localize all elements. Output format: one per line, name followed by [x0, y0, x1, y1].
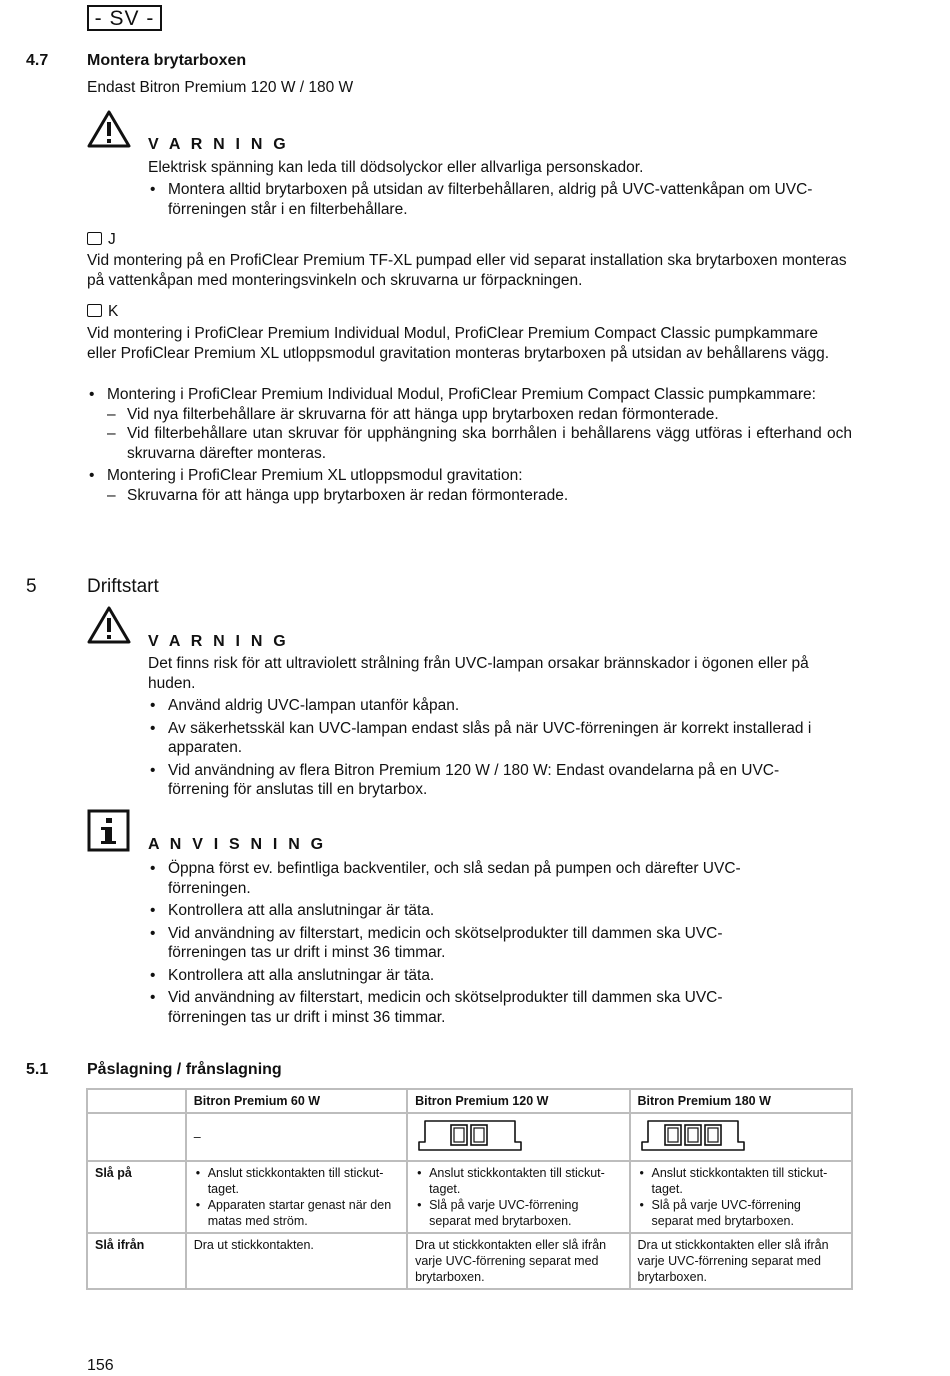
section-title: Driftstart — [87, 576, 159, 597]
table-cell — [630, 1113, 852, 1161]
list-item: • Montering i ProfiClear Premium XL utloppsmodul gravitation: – Skruvarna för att hänga upp brytarboxen är redan förmonterade. — [87, 466, 852, 505]
figure-icon — [87, 232, 102, 245]
table-header: Bitron Premium 180 W — [630, 1089, 852, 1113]
list-item: • Kontrollera att alla anslutningar är täta. — [148, 966, 788, 986]
figure-ref-k: K — [87, 302, 118, 322]
table-cell: • Anslut stickkontakten till stickuttaget. • Slå på varje UVC-förrening separat med brytarboxen. — [630, 1161, 852, 1233]
table-row — [87, 1233, 852, 1289]
figure-icon — [87, 304, 102, 317]
list-item: – Skruvarna för att hänga upp brytarboxen är redan förmonterade. — [107, 486, 852, 506]
table-cell: – — [186, 1113, 407, 1161]
table-row — [87, 1113, 852, 1161]
warning-heading: V A R N I N G — [148, 136, 289, 153]
section-number: 4.7 — [26, 52, 49, 69]
list-item: • Vid användning av filterstart, medicin och skötselprodukter till dammen ska UVC-förreningen tas ur drift i minst 36 timmar. — [148, 988, 788, 1027]
section-title: Påslagning / frånslagning — [87, 1061, 282, 1078]
table-row-label: Slå på — [87, 1161, 186, 1233]
note-heading: A N V I S N I N G — [148, 836, 327, 853]
list-item: • Vid användning av filterstart, medicin och skötselprodukter till dammen ska UVC-förreningen tas ur drift i minst 36 timmar. — [148, 924, 788, 963]
warning-list — [148, 696, 838, 800]
mount-list — [87, 385, 852, 505]
table-header: Bitron Premium 60 W — [186, 1089, 407, 1113]
warning-heading: V A R N I N G — [148, 633, 289, 650]
warning-list — [148, 180, 838, 219]
section-number: 5 — [26, 576, 37, 597]
language-tag: - SV - — [87, 5, 162, 31]
switchbox-2-icon — [415, 1117, 525, 1153]
section-number: 5.1 — [26, 1061, 49, 1078]
list-item: • Av säkerhetsskäl kan UVC-lampan endast slås på när UVC-förreningen är korrekt installerad i apparaten. — [148, 719, 838, 758]
list-item: • Vid användning av flera Bitron Premium 120 W / 180 W: Endast ovandelarna på en UVC-förrening för anslutas till en brytarbox. — [148, 761, 838, 800]
list-item: – Vid nya filterbehållare är skruvarna för att hänga upp brytarboxen redan förmonterade. — [107, 405, 852, 425]
section-subtitle: Endast Bitron Premium 120 W / 180 W — [87, 79, 354, 96]
paragraph: Vid montering i ProfiClear Premium Individual Modul, ProfiClear Premium Compact Classic pumpkammare eller ProfiClear Premium XL utloppsmodul gravitation monteras brytarboxen på utsidan av behållarens vägg. — [87, 325, 830, 362]
warning-icon — [87, 605, 131, 645]
table-header: Bitron Premium 120 W — [407, 1089, 629, 1113]
warning-icon — [87, 109, 131, 149]
table-cell — [87, 1113, 186, 1161]
table-row — [87, 1089, 852, 1113]
section-title: Montera brytarboxen — [87, 52, 247, 69]
table-cell — [407, 1113, 629, 1161]
table-cell: Dra ut stickkontakten eller slå ifrån varje UVC-förrening separat med brytarboxen. — [407, 1233, 629, 1289]
table-row — [87, 1161, 852, 1233]
warning-text: Elektrisk spänning kan leda till dödsolyckor eller allvarliga personskador. — [148, 159, 644, 176]
switch-table — [86, 1088, 853, 1290]
table-cell — [87, 1089, 186, 1113]
switchbox-3-icon — [638, 1117, 748, 1153]
list-item: • Använd aldrig UVC-lampan utanför kåpan. — [148, 696, 838, 716]
warning-text: Det finns risk för att ultraviolett strålning från UVC-lampan orsakar brännskador i ögonen eller på huden. — [148, 655, 809, 692]
list-item: • Montera alltid brytarboxen på utsidan av filterbehållaren, aldrig på UVC-vattenkåpan om UVC-förreningen står i en filterbehållare. — [148, 180, 838, 219]
table-cell: Dra ut stickkontakten eller slå ifrån varje UVC-förrening separat med brytarboxen. — [630, 1233, 852, 1289]
page-number: 156 — [87, 1357, 114, 1374]
list-item: • Montering i ProfiClear Premium Individual Modul, ProfiClear Premium Compact Classic pumpkammare: – Vid nya filterbehållare är skruvarna för att hänga upp brytarboxen redan förmonterade. – Vid filterbehållare utan skruvar för upphängning ska borrhålen i behållarens vägg utföras i efterhand och skruvarna därefter monteras. — [87, 385, 852, 463]
list-item: – Vid filterbehållare utan skruvar för upphängning ska borrhålen i behållarens vägg utföras i efterhand och skruvarna därefter monteras. — [107, 424, 852, 463]
table-cell: Dra ut stickkontakten. — [186, 1233, 407, 1289]
note-list — [148, 859, 788, 1027]
list-item: • Öppna först ev. befintliga backventiler, och slå sedan på pumpen och därefter UVC-förreningen. — [148, 859, 788, 898]
table-cell: • Anslut stickkontakten till stickuttaget. • Apparaten startar genast när den matas med ström. — [186, 1161, 407, 1233]
list-item: • Kontrollera att alla anslutningar är täta. — [148, 901, 788, 921]
figure-ref-j: J — [87, 230, 116, 250]
table-row-label: Slå ifrån — [87, 1233, 186, 1289]
info-icon — [87, 809, 130, 852]
paragraph: Vid montering på en ProfiClear Premium TF-XL pumpad eller vid separat installation ska brytarboxen monteras på vattenkåpan med monteringsvinkeln och skruvarna ur förpackningen. — [87, 252, 847, 289]
table-cell: • Anslut stickkontakten till stickuttaget. • Slå på varje UVC-förrening separat med brytarboxen. — [407, 1161, 629, 1233]
